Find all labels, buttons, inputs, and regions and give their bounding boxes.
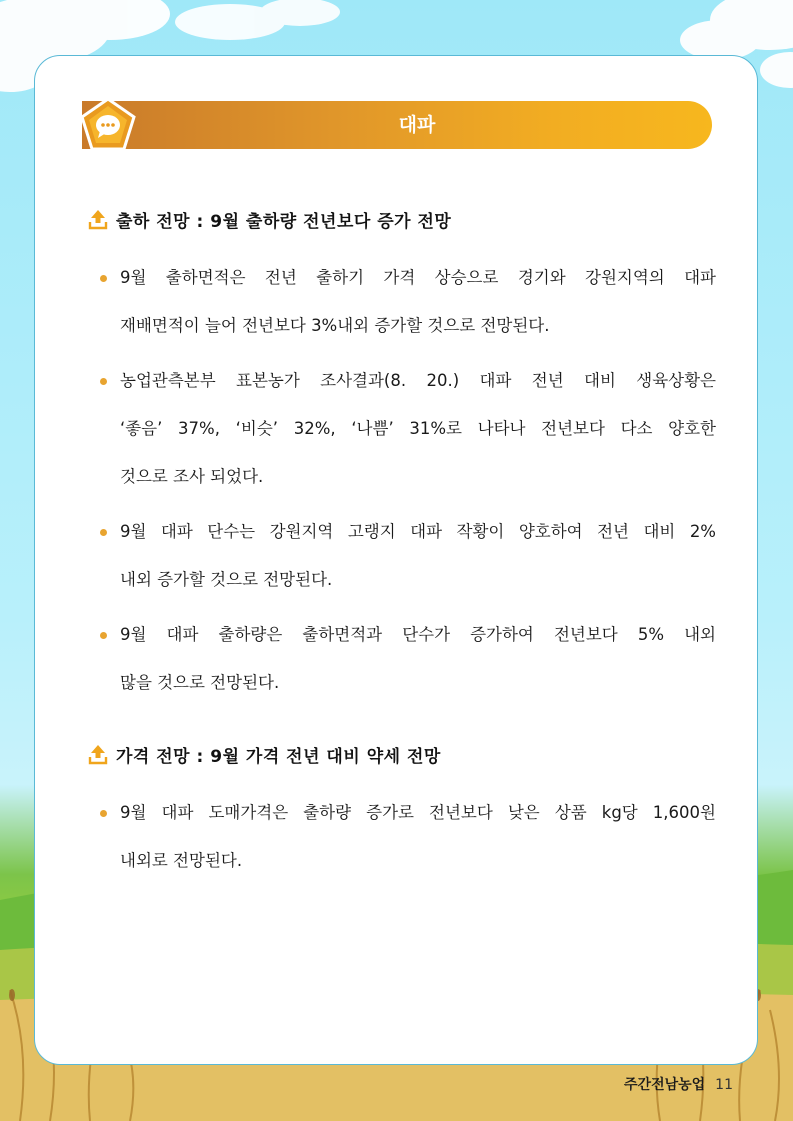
- bullet-dot: [100, 529, 107, 536]
- section-heading-price: [88, 741, 441, 767]
- banner-title: 대파: [398, 114, 436, 136]
- section-heading-text: 가격 전망 : 9월 가격 전년 대비 약세 전망: [116, 746, 441, 767]
- bullet-dot: [100, 810, 107, 817]
- bullet-line: 9월 대파 도매가격은 출하량 증가로 전년보다 낮은 상품 kg당 1,600원: [120, 803, 716, 822]
- upload-arrow-icon: [88, 208, 108, 230]
- cloud-mid: [175, 0, 340, 40]
- publication-name: 주간전남농업: [624, 1077, 706, 1093]
- bullet-line: 많을 것으로 전망된다.: [120, 673, 280, 692]
- speech-bubble-icon: [78, 96, 138, 154]
- bullet-line: 농업관측본부 표본농가 조사결과(8. 20.) 대파 전년 대비 생육상황은: [120, 371, 716, 390]
- bullet-line: 내외 증가할 것으로 전망된다.: [120, 570, 333, 589]
- bullet-line: 내외로 전망된다.: [120, 851, 243, 870]
- bullet-line: 재배면적이 늘어 전년보다 3%내외 증가할 것으로 전망된다.: [120, 316, 550, 335]
- bullet-line: 9월 대파 출하량은 출하면적과 단수가 증가하여 전년보다 5% 내외: [120, 625, 716, 644]
- upload-arrow-icon: [88, 743, 108, 765]
- bullet-line: 9월 출하면적은 전년 출하기 가격 상승으로 경기와 강원지역의 대파: [120, 268, 716, 287]
- bullet-line: 9월 대파 단수는 강원지역 고랭지 대파 작황이 양호하여 전년 대비 2%: [120, 522, 716, 541]
- section-heading-shipment: [88, 206, 451, 232]
- bullet-line: ‘좋음’ 37%, ‘비슷’ 32%, ‘나쁨’ 31%로 나타나 전년보다 다소 양호한: [120, 419, 716, 438]
- bullet-dot: [100, 275, 107, 282]
- page-footer: [624, 1074, 733, 1094]
- page-number: 11: [715, 1077, 733, 1093]
- bullet-line: 것으로 조사 되었다.: [120, 467, 264, 486]
- bullet-dot: [100, 378, 107, 385]
- title-banner: [82, 101, 712, 149]
- section-heading-text: 출하 전망 : 9월 출하량 전년보다 증가 전망: [116, 211, 452, 232]
- bullet-dot: [100, 632, 107, 639]
